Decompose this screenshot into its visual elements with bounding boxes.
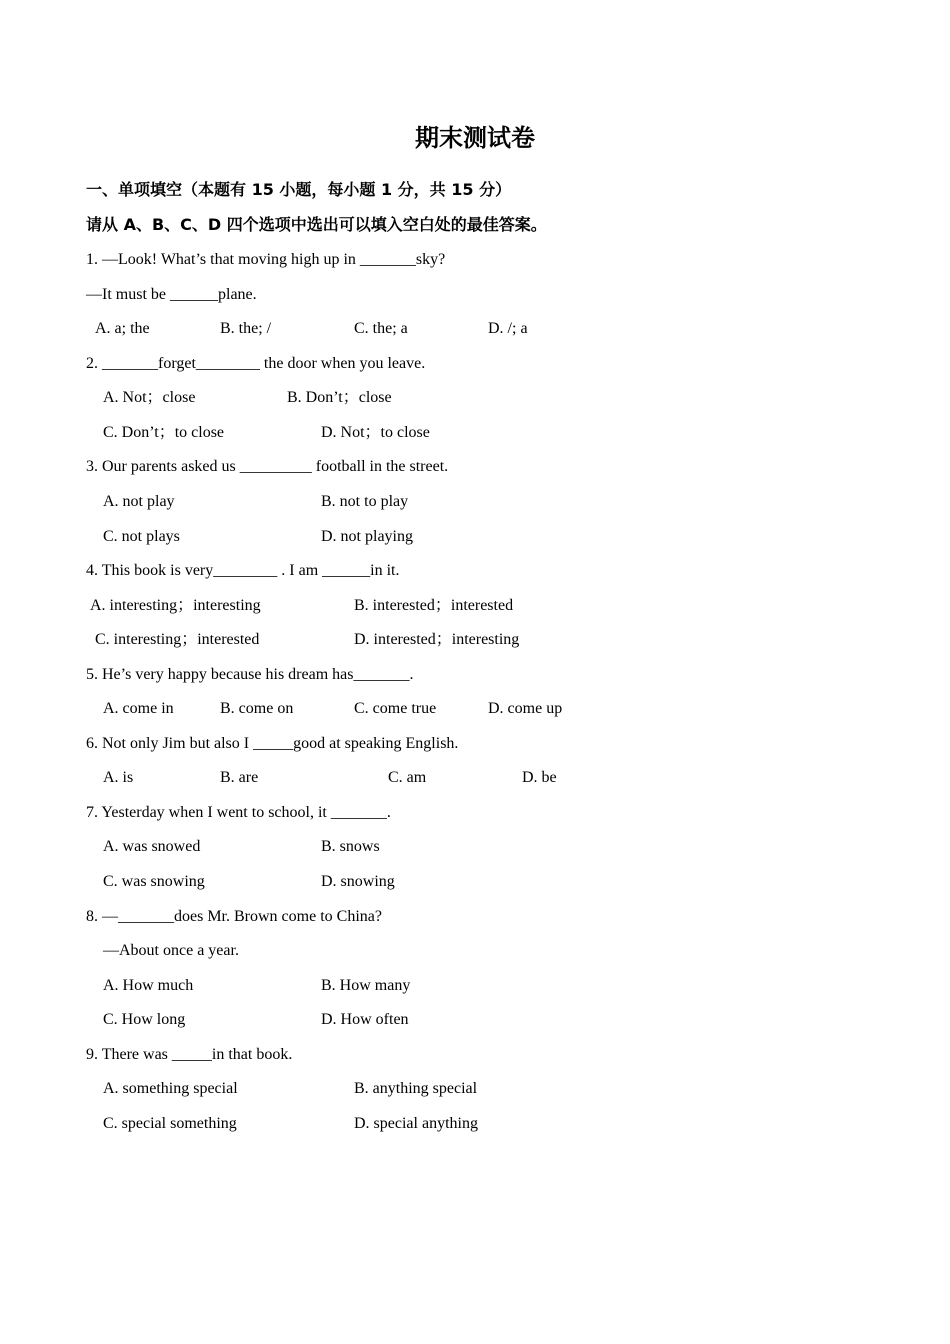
section-heading: 一、单项填空（本题有 15 小题，每小题 1 分，共 15 分） [86,180,512,199]
page-title: 期末测试卷 [415,124,535,152]
option-b: B. anything special [354,1080,478,1097]
question-stem: 6. Not only Jim but also I _____good at speaking English. [86,735,459,752]
option-b: B. How many [321,977,411,994]
option-d: D. be [522,769,557,786]
option-b: B. the; / [220,320,272,337]
question-stem: 3. Our parents asked us _________ football in the street. [86,458,449,475]
option-a: A. interesting；interesting [90,597,261,614]
question-response: —About once a year. [103,942,239,959]
option-a: A. is [103,769,134,786]
question-stem: 8. —_______does Mr. Brown come to China? [86,908,382,925]
option-d: D. come up [488,700,563,717]
option-b: B. are [220,769,259,786]
option-d: D. not playing [321,528,413,545]
option-b: B. not to play [321,493,409,510]
option-b: B. snows [321,838,380,855]
option-b: B. Don’t；close [287,389,392,406]
question-stem: 7. Yesterday when I went to school, it _______. [86,804,391,821]
option-a: A. How much [103,977,194,994]
option-c: C. come true [354,700,437,717]
option-a: A. was snowed [103,838,201,855]
option-c: C. the; a [354,320,408,337]
option-c: C. interesting；interested [95,631,260,648]
option-d: D. interested；interesting [354,631,520,648]
option-d: D. special anything [354,1115,478,1132]
question-stem: 5. He’s very happy because his dream has_______. [86,666,414,683]
question-response: —It must be ______plane. [86,286,257,303]
option-c: C. am [388,769,427,786]
option-d: D. /; a [488,320,528,337]
question-stem: 1. —Look! What’s that moving high up in _______sky? [86,251,446,268]
option-c: C. How long [103,1011,186,1028]
option-c: C. was snowing [103,873,205,890]
option-a: A. come in [103,700,174,717]
option-d: D. snowing [321,873,395,890]
option-a: A. a; the [95,320,150,337]
option-a: A. not play [103,493,175,510]
option-a: A. Not；close [103,389,196,406]
question-stem: 4. This book is very________ . I am ______in it. [86,562,400,579]
option-c: C. Don’t；to close [103,424,225,441]
option-d: D. Not；to close [321,424,430,441]
question-stem: 9. There was _____in that book. [86,1046,293,1063]
section-instruction: 请从 A、B、C、D 四个选项中选出可以填入空白处的最佳答案。 [86,215,547,234]
option-a: A. something special [103,1080,238,1097]
option-c: C. not plays [103,528,180,545]
option-c: C. special something [103,1115,237,1132]
option-d: D. How often [321,1011,409,1028]
option-b: B. come on [220,700,294,717]
question-stem: 2. _______forget________ the door when you leave. [86,355,426,372]
option-b: B. interested；interested [354,597,514,614]
